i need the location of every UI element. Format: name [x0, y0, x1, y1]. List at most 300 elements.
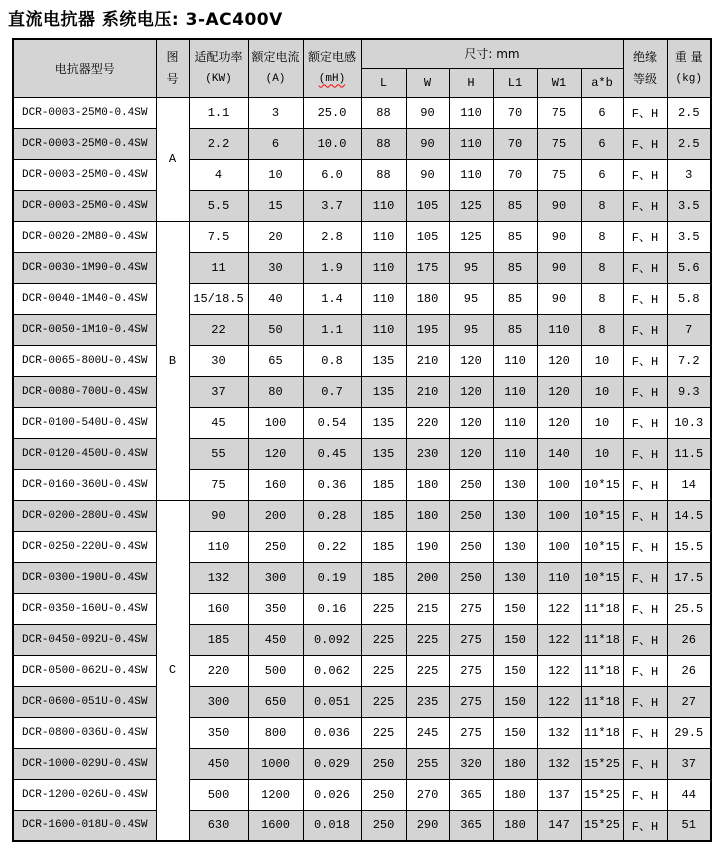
dim-ab-cell: 15*25 — [581, 779, 623, 810]
dim-ab-cell: 11*18 — [581, 655, 623, 686]
figure-group-cell: B — [156, 221, 189, 500]
table-row — [13, 345, 711, 376]
dim-H-cell: 95 — [449, 283, 493, 314]
dim-W-cell: 180 — [406, 283, 449, 314]
dim-L-cell: 225 — [361, 655, 406, 686]
inductance-cell: 0.7 — [303, 376, 361, 407]
inductance-cell: 25.0 — [303, 97, 361, 128]
inductance-cell: 10.0 — [303, 128, 361, 159]
insulation-cell: F、H — [623, 655, 667, 686]
header-current-unit: (A) — [265, 73, 286, 86]
inductance-cell: 0.051 — [303, 686, 361, 717]
dim-H-cell: 250 — [449, 469, 493, 500]
inductance-cell: 0.28 — [303, 500, 361, 531]
dim-W-cell: 180 — [406, 469, 449, 500]
dim-W1-cell: 90 — [537, 283, 581, 314]
dim-ab-cell: 6 — [581, 97, 623, 128]
dim-L-cell: 88 — [361, 97, 406, 128]
dim-L1-cell: 150 — [493, 593, 537, 624]
dim-ab-cell: 11*18 — [581, 686, 623, 717]
dim-L1-cell: 70 — [493, 159, 537, 190]
power-cell: 55 — [189, 438, 248, 469]
dim-W1-cell: 90 — [537, 221, 581, 252]
table-row — [13, 531, 711, 562]
header-figure-line1: 图 — [166, 50, 179, 65]
insulation-cell: F、H — [623, 593, 667, 624]
dim-W-cell: 210 — [406, 345, 449, 376]
dim-L1-cell: 150 — [493, 624, 537, 655]
table-row — [13, 376, 711, 407]
dim-ab-cell: 11*18 — [581, 717, 623, 748]
inductance-cell: 3.7 — [303, 190, 361, 221]
weight-cell: 5.8 — [667, 283, 711, 314]
inductance-cell: 0.19 — [303, 562, 361, 593]
table-row — [13, 283, 711, 314]
insulation-cell: F、H — [623, 221, 667, 252]
current-cell: 500 — [248, 655, 303, 686]
model-cell: DCR-0120-450U-0.4SW — [13, 438, 156, 469]
header-model: 电抗器型号 — [13, 39, 156, 97]
table-row — [13, 748, 711, 779]
weight-cell: 15.5 — [667, 531, 711, 562]
power-cell: 4 — [189, 159, 248, 190]
power-cell: 5.5 — [189, 190, 248, 221]
dim-W-cell: 180 — [406, 500, 449, 531]
insulation-cell: F、H — [623, 97, 667, 128]
dim-L1-cell: 110 — [493, 376, 537, 407]
dim-H-cell: 365 — [449, 779, 493, 810]
dim-W1-cell: 132 — [537, 748, 581, 779]
dim-L-cell: 185 — [361, 500, 406, 531]
dim-W-cell: 225 — [406, 624, 449, 655]
dim-W-cell: 210 — [406, 376, 449, 407]
dim-ab-cell: 11*18 — [581, 593, 623, 624]
header-power-label: 适配功率 — [194, 50, 243, 65]
dim-L-cell: 110 — [361, 283, 406, 314]
header-dim-L1: L1 — [493, 68, 537, 97]
dim-W-cell: 270 — [406, 779, 449, 810]
weight-cell: 37 — [667, 748, 711, 779]
dim-H-cell: 250 — [449, 531, 493, 562]
model-cell: DCR-0160-360U-0.4SW — [13, 469, 156, 500]
current-cell: 1600 — [248, 810, 303, 841]
insulation-cell: F、H — [623, 748, 667, 779]
weight-cell: 17.5 — [667, 562, 711, 593]
dim-L-cell: 225 — [361, 593, 406, 624]
weight-cell: 25.5 — [667, 593, 711, 624]
dim-ab-cell: 10 — [581, 407, 623, 438]
insulation-cell: F、H — [623, 779, 667, 810]
power-cell: 350 — [189, 717, 248, 748]
header-power-unit: (KW) — [205, 73, 232, 86]
dim-W1-cell: 147 — [537, 810, 581, 841]
dim-H-cell: 320 — [449, 748, 493, 779]
dim-ab-cell: 6 — [581, 128, 623, 159]
dim-W1-cell: 137 — [537, 779, 581, 810]
model-cell: DCR-0200-280U-0.4SW — [13, 500, 156, 531]
dim-ab-cell: 8 — [581, 283, 623, 314]
power-cell: 185 — [189, 624, 248, 655]
inductance-cell: 1.1 — [303, 314, 361, 345]
insulation-cell: F、H — [623, 500, 667, 531]
current-cell: 80 — [248, 376, 303, 407]
insulation-cell: F、H — [623, 314, 667, 345]
model-cell: DCR-1000-029U-0.4SW — [13, 748, 156, 779]
inductance-cell: 0.36 — [303, 469, 361, 500]
dim-W1-cell: 122 — [537, 655, 581, 686]
dim-L1-cell: 70 — [493, 128, 537, 159]
model-cell: DCR-0030-1M90-0.4SW — [13, 252, 156, 283]
model-cell: DCR-0050-1M10-0.4SW — [13, 314, 156, 345]
dim-W-cell: 225 — [406, 655, 449, 686]
weight-cell: 51 — [667, 810, 711, 841]
header-inductance-label: 额定电感 — [307, 50, 356, 65]
weight-cell: 3.5 — [667, 221, 711, 252]
inductance-cell: 0.8 — [303, 345, 361, 376]
table-row — [13, 159, 711, 190]
current-cell: 800 — [248, 717, 303, 748]
current-cell: 50 — [248, 314, 303, 345]
dim-W1-cell: 75 — [537, 159, 581, 190]
dim-W1-cell: 122 — [537, 686, 581, 717]
weight-cell: 7 — [667, 314, 711, 345]
insulation-cell: F、H — [623, 190, 667, 221]
dim-L1-cell: 150 — [493, 655, 537, 686]
table-row — [13, 97, 711, 128]
insulation-cell: F、H — [623, 810, 667, 841]
power-cell: 110 — [189, 531, 248, 562]
dim-ab-cell: 6 — [581, 159, 623, 190]
weight-cell: 9.3 — [667, 376, 711, 407]
inductance-cell: 1.4 — [303, 283, 361, 314]
dim-ab-cell: 10*15 — [581, 531, 623, 562]
dim-W1-cell: 122 — [537, 593, 581, 624]
dim-W1-cell: 75 — [537, 97, 581, 128]
dim-L-cell: 110 — [361, 314, 406, 345]
current-cell: 300 — [248, 562, 303, 593]
power-cell: 450 — [189, 748, 248, 779]
dim-H-cell: 95 — [449, 252, 493, 283]
dim-H-cell: 125 — [449, 221, 493, 252]
power-cell: 90 — [189, 500, 248, 531]
dim-H-cell: 275 — [449, 624, 493, 655]
weight-cell: 3 — [667, 159, 711, 190]
dim-W-cell: 105 — [406, 190, 449, 221]
dim-ab-cell: 10 — [581, 438, 623, 469]
header-dim-ab: a*b — [581, 68, 623, 97]
dim-H-cell: 250 — [449, 562, 493, 593]
dim-W1-cell: 100 — [537, 469, 581, 500]
dim-H-cell: 250 — [449, 500, 493, 531]
dim-L-cell: 135 — [361, 345, 406, 376]
model-cell: DCR-0100-540U-0.4SW — [13, 407, 156, 438]
dim-W-cell: 215 — [406, 593, 449, 624]
inductance-cell: 0.029 — [303, 748, 361, 779]
dim-L-cell: 88 — [361, 128, 406, 159]
current-cell: 6 — [248, 128, 303, 159]
dim-L1-cell: 85 — [493, 283, 537, 314]
model-cell: DCR-0003-25M0-0.4SW — [13, 190, 156, 221]
header-insulation — [623, 39, 667, 97]
current-cell: 1000 — [248, 748, 303, 779]
dim-ab-cell: 10 — [581, 376, 623, 407]
dim-H-cell: 120 — [449, 438, 493, 469]
dim-L-cell: 185 — [361, 562, 406, 593]
weight-cell: 44 — [667, 779, 711, 810]
model-cell: DCR-0065-800U-0.4SW — [13, 345, 156, 376]
header-dim-W: W — [406, 68, 449, 97]
dim-ab-cell: 10*15 — [581, 500, 623, 531]
dim-W-cell: 90 — [406, 128, 449, 159]
table-header — [13, 39, 711, 97]
table-row — [13, 717, 711, 748]
current-cell: 350 — [248, 593, 303, 624]
insulation-cell: F、H — [623, 531, 667, 562]
header-dim-L: L — [361, 68, 406, 97]
dim-W-cell: 220 — [406, 407, 449, 438]
insulation-cell: F、H — [623, 686, 667, 717]
weight-cell: 2.5 — [667, 128, 711, 159]
insulation-cell: F、H — [623, 562, 667, 593]
model-cell: DCR-0020-2M80-0.4SW — [13, 221, 156, 252]
dim-L-cell: 250 — [361, 748, 406, 779]
insulation-cell: F、H — [623, 159, 667, 190]
inductance-cell: 6.0 — [303, 159, 361, 190]
dim-L1-cell: 150 — [493, 686, 537, 717]
dim-L-cell: 225 — [361, 717, 406, 748]
dim-L-cell: 88 — [361, 159, 406, 190]
power-cell: 2.2 — [189, 128, 248, 159]
model-cell: DCR-0300-190U-0.4SW — [13, 562, 156, 593]
dim-W-cell: 105 — [406, 221, 449, 252]
insulation-cell: F、H — [623, 717, 667, 748]
table-row — [13, 128, 711, 159]
dim-L1-cell: 110 — [493, 345, 537, 376]
current-cell: 30 — [248, 252, 303, 283]
inductance-cell: 0.54 — [303, 407, 361, 438]
dim-L1-cell: 85 — [493, 252, 537, 283]
dim-L1-cell: 110 — [493, 438, 537, 469]
dim-L1-cell: 130 — [493, 500, 537, 531]
power-cell: 75 — [189, 469, 248, 500]
model-cell: DCR-1600-018U-0.4SW — [13, 810, 156, 841]
dim-ab-cell: 10*15 — [581, 469, 623, 500]
dim-H-cell: 110 — [449, 159, 493, 190]
model-cell: DCR-0500-062U-0.4SW — [13, 655, 156, 686]
insulation-cell: F、H — [623, 407, 667, 438]
table-row — [13, 252, 711, 283]
inductance-cell: 0.092 — [303, 624, 361, 655]
dim-W1-cell: 120 — [537, 376, 581, 407]
dim-H-cell: 275 — [449, 686, 493, 717]
dim-L-cell: 225 — [361, 624, 406, 655]
header-figure — [156, 39, 189, 97]
insulation-cell: F、H — [623, 283, 667, 314]
table-row — [13, 779, 711, 810]
weight-cell: 26 — [667, 624, 711, 655]
current-cell: 450 — [248, 624, 303, 655]
power-cell: 37 — [189, 376, 248, 407]
header-weight — [667, 39, 711, 97]
table-row — [13, 314, 711, 345]
dim-W1-cell: 120 — [537, 407, 581, 438]
dim-H-cell: 120 — [449, 376, 493, 407]
dim-W-cell: 90 — [406, 159, 449, 190]
insulation-cell: F、H — [623, 438, 667, 469]
table-row — [13, 469, 711, 500]
weight-cell: 26 — [667, 655, 711, 686]
dim-W1-cell: 90 — [537, 252, 581, 283]
insulation-cell: F、H — [623, 624, 667, 655]
header-weight-label: 重 量 — [674, 50, 703, 65]
model-cell: DCR-0003-25M0-0.4SW — [13, 97, 156, 128]
weight-cell: 5.6 — [667, 252, 711, 283]
dim-W-cell: 235 — [406, 686, 449, 717]
weight-cell: 2.5 — [667, 97, 711, 128]
inductance-cell: 0.22 — [303, 531, 361, 562]
header-dimensions-group: 尺寸: mm — [361, 39, 623, 68]
inductance-cell: 2.8 — [303, 221, 361, 252]
table-row — [13, 655, 711, 686]
dim-W-cell: 245 — [406, 717, 449, 748]
header-dim-W1: W1 — [537, 68, 581, 97]
inductance-cell: 0.062 — [303, 655, 361, 686]
figure-group-cell: A — [156, 97, 189, 221]
weight-cell: 11.5 — [667, 438, 711, 469]
power-cell: 630 — [189, 810, 248, 841]
current-cell: 15 — [248, 190, 303, 221]
header-figure-line2: 号 — [166, 72, 179, 87]
table-row — [13, 624, 711, 655]
dim-L1-cell: 70 — [493, 97, 537, 128]
dim-L-cell: 110 — [361, 190, 406, 221]
dim-L-cell: 185 — [361, 469, 406, 500]
dim-ab-cell: 8 — [581, 190, 623, 221]
current-cell: 1200 — [248, 779, 303, 810]
power-cell: 22 — [189, 314, 248, 345]
power-cell: 45 — [189, 407, 248, 438]
dim-H-cell: 110 — [449, 128, 493, 159]
dim-W-cell: 200 — [406, 562, 449, 593]
table-row — [13, 500, 711, 531]
table-row — [13, 438, 711, 469]
current-cell: 40 — [248, 283, 303, 314]
model-cell: DCR-0003-25M0-0.4SW — [13, 128, 156, 159]
insulation-cell: F、H — [623, 128, 667, 159]
inductance-cell: 0.026 — [303, 779, 361, 810]
dim-H-cell: 95 — [449, 314, 493, 345]
header-current — [248, 39, 303, 97]
dim-H-cell: 365 — [449, 810, 493, 841]
dim-L1-cell: 180 — [493, 810, 537, 841]
current-cell: 200 — [248, 500, 303, 531]
dim-H-cell: 275 — [449, 655, 493, 686]
dim-L1-cell: 180 — [493, 748, 537, 779]
model-cell: DCR-0003-25M0-0.4SW — [13, 159, 156, 190]
dim-L1-cell: 85 — [493, 314, 537, 345]
current-cell: 100 — [248, 407, 303, 438]
dim-ab-cell: 8 — [581, 221, 623, 252]
header-power — [189, 39, 248, 97]
dim-ab-cell: 8 — [581, 252, 623, 283]
power-cell: 500 — [189, 779, 248, 810]
table-row — [13, 190, 711, 221]
dim-ab-cell: 10*15 — [581, 562, 623, 593]
model-cell: DCR-0800-036U-0.4SW — [13, 717, 156, 748]
current-cell: 65 — [248, 345, 303, 376]
dim-L1-cell: 110 — [493, 407, 537, 438]
dim-H-cell: 120 — [449, 345, 493, 376]
model-cell: DCR-0350-160U-0.4SW — [13, 593, 156, 624]
weight-cell: 27 — [667, 686, 711, 717]
model-cell: DCR-0080-700U-0.4SW — [13, 376, 156, 407]
dim-W-cell: 190 — [406, 531, 449, 562]
weight-cell: 7.2 — [667, 345, 711, 376]
dim-L-cell: 185 — [361, 531, 406, 562]
dim-L-cell: 135 — [361, 376, 406, 407]
table-row — [13, 407, 711, 438]
dim-ab-cell: 11*18 — [581, 624, 623, 655]
table-row — [13, 686, 711, 717]
dim-W1-cell: 132 — [537, 717, 581, 748]
dim-ab-cell: 10 — [581, 345, 623, 376]
dim-L-cell: 135 — [361, 438, 406, 469]
dim-W-cell: 195 — [406, 314, 449, 345]
dim-L1-cell: 180 — [493, 779, 537, 810]
inductance-cell: 0.45 — [303, 438, 361, 469]
dim-L-cell: 250 — [361, 779, 406, 810]
dim-H-cell: 110 — [449, 97, 493, 128]
current-cell: 10 — [248, 159, 303, 190]
weight-cell: 14 — [667, 469, 711, 500]
current-cell: 650 — [248, 686, 303, 717]
current-cell: 250 — [248, 531, 303, 562]
power-cell: 160 — [189, 593, 248, 624]
inductance-cell: 0.018 — [303, 810, 361, 841]
dim-H-cell: 125 — [449, 190, 493, 221]
model-cell: DCR-1200-026U-0.4SW — [13, 779, 156, 810]
table-row — [13, 221, 711, 252]
dim-W1-cell: 122 — [537, 624, 581, 655]
page-title: 直流电抗器 系统电压: 3-AC400V — [8, 10, 283, 30]
current-cell: 3 — [248, 97, 303, 128]
model-cell: DCR-0040-1M40-0.4SW — [13, 283, 156, 314]
weight-cell: 10.3 — [667, 407, 711, 438]
header-current-label: 额定电流 — [251, 50, 300, 65]
dim-L-cell: 110 — [361, 221, 406, 252]
header-dim-H: H — [449, 68, 493, 97]
dim-ab-cell: 15*25 — [581, 748, 623, 779]
power-cell: 15/18.5 — [189, 283, 248, 314]
dim-ab-cell: 15*25 — [581, 810, 623, 841]
weight-cell: 14.5 — [667, 500, 711, 531]
dim-H-cell: 120 — [449, 407, 493, 438]
header-insulation-line2: 等级 — [632, 72, 657, 87]
model-cell: DCR-0250-220U-0.4SW — [13, 531, 156, 562]
table-row — [13, 562, 711, 593]
insulation-cell: F、H — [623, 252, 667, 283]
current-cell: 160 — [248, 469, 303, 500]
dim-L1-cell: 150 — [493, 717, 537, 748]
dim-L-cell: 225 — [361, 686, 406, 717]
dim-W1-cell: 90 — [537, 190, 581, 221]
dim-W-cell: 230 — [406, 438, 449, 469]
figure-group-cell: C — [156, 500, 189, 841]
table-body — [13, 97, 711, 841]
dim-W1-cell: 100 — [537, 500, 581, 531]
dim-W-cell: 90 — [406, 97, 449, 128]
dim-L1-cell: 85 — [493, 221, 537, 252]
